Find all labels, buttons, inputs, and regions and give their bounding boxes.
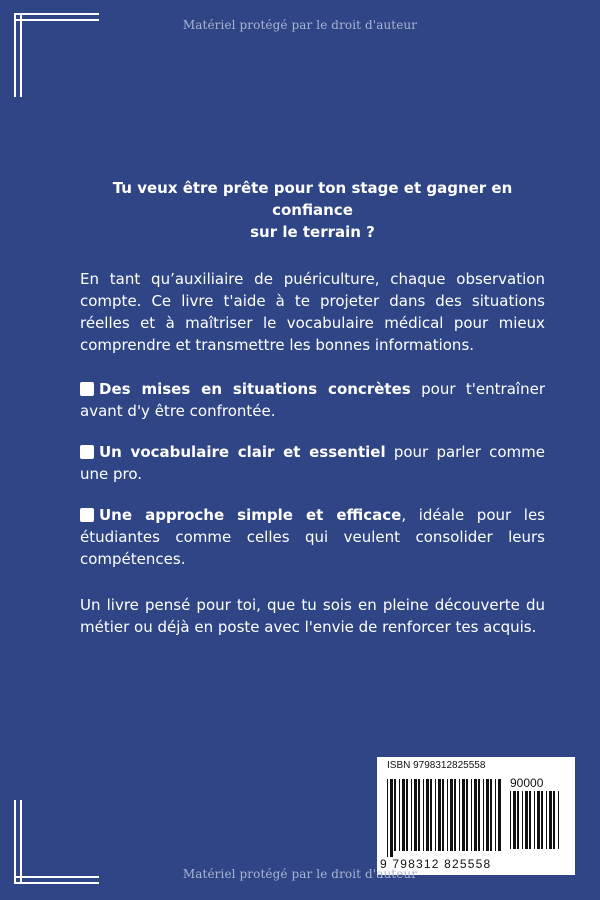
bullet-item [80,504,545,570]
checkbox-icon [80,508,94,522]
corner-ornament-top-left [14,13,104,103]
headline-line-2: sur le terrain ? [250,223,375,241]
addon-barcode-bars [510,791,560,855]
copyright-watermark-bottom: Matériel protégé par le droit d'auteur [182,867,418,881]
bullet-text: pour parler comme une pro. [80,443,545,483]
isbn-label: ISBN 9798312825558 [387,760,486,771]
bullet-text: pour t'entraîner avant d'y être confrontée. [80,380,545,420]
barcode-bars [387,779,502,857]
bullet-bold-text: Une approche simple et efficace [99,506,402,524]
headline-line-1: Tu veux être prête pour ton stage et gagner en confiance [112,179,513,219]
price-code: 90000 [510,776,544,790]
checkbox-icon [80,382,94,396]
barcode-box [377,757,575,875]
bullet-item [80,441,545,485]
headline [80,177,545,243]
checkbox-icon [80,445,94,459]
copyright-watermark-top: Matériel protégé par le droit d'auteur [182,18,418,32]
back-cover-text [80,177,545,660]
bullet-bold-text: Un vocabulaire clair et essentiel [99,443,386,461]
ean-digits: 9 798312 825558 [380,857,492,871]
bullet-bold-text: Des mises en situations concrètes [99,380,411,398]
bullet-text: , idéale pour les étudiantes comme celles qui veulent consolider leurs compétences. [80,506,545,568]
intro-paragraph: En tant qu’auxiliaire de puériculture, chaque observation compte. Ce livre t'aide à te projeter dans des situations réelles et à maîtriser le vocabulaire médical pour mieux comprendre et transmettre les bonnes informations. [80,270,545,354]
closing-paragraph: Un livre pensé pour toi, que tu sois en pleine découverte du métier ou déjà en poste avec l'envie de renforcer tes acquis. [80,596,545,636]
bullet-item [80,378,545,422]
